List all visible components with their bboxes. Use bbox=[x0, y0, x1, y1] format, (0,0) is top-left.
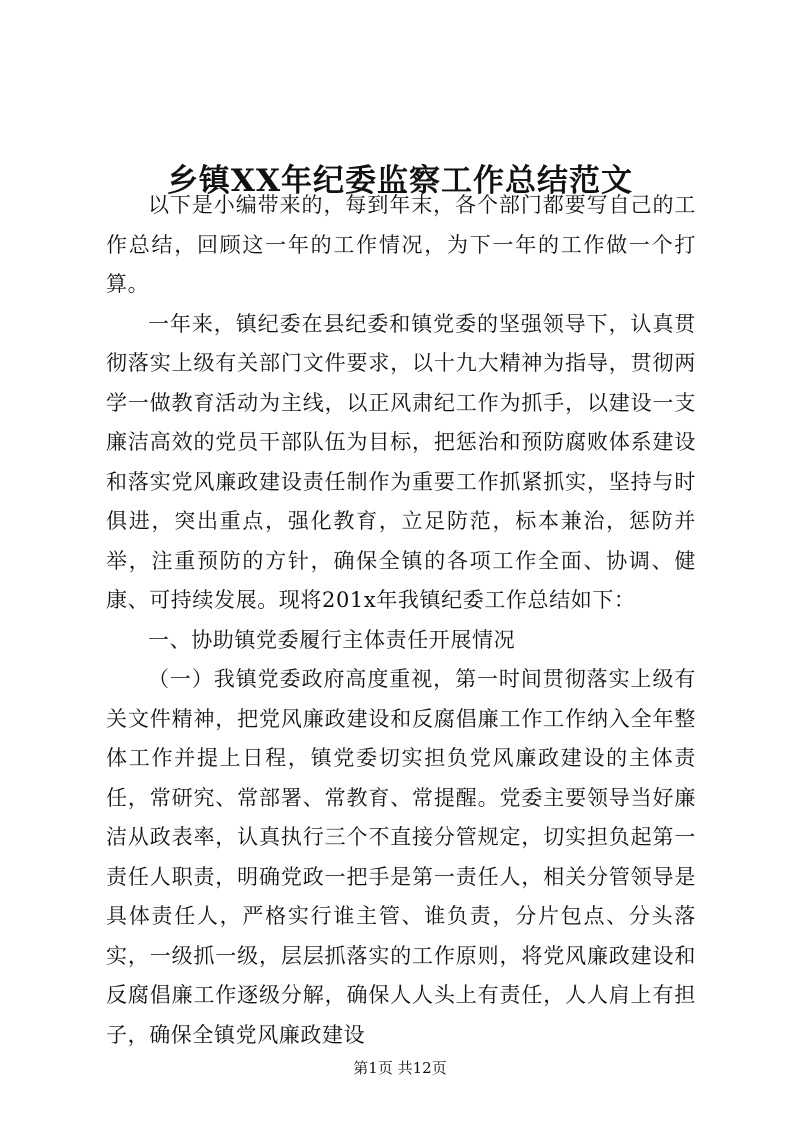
paragraph-overview: 一年来，镇纪委在县纪委和镇党委的坚强领导下，认真贯彻落实上级有关部门文件要求，以十九大精神为指导，贯彻两学一做教育活动为主线，以正风肃纪工作为抓手，以建设一支廉洁高效的党员干部队伍为目标，把惩治和预防腐败体系建设和落实党风廉政建设责任制作为重要工作抓紧抓实，坚持与时俱进，突出重点，强化教育，立足防范，标本兼治，惩防并举，注重预防的方针，确保全镇的各项工作全面、协调、健康、可持续发展。现将201x年我镇纪委工作总结如下： bbox=[106, 311, 696, 612]
page-footer: 第1页 共12页 bbox=[353, 1059, 447, 1077]
paragraph-subsection-1: （一）我镇党委政府高度重视，第一时间贯彻落实上级有关文件精神，把党风廉政建设和反腐倡廉工作工作纳入全年整体工作并提上日程，镇党委切实担负党风廉政建设的主体责任，常研究、常部署、常教育、常提醒。党委主要领导当好廉洁从政表率，认真执行三个不直接分管规定，切实担负起第一责任人职责，明确党政一把手是第一责任人，相关分管领导是具体责任人，严格实行谁主管、谁负责，分片包点、分头落实，一级抓一级，层层抓落实的工作原则，将党风廉政建设和反腐倡廉工作逐级分解，确保人人头上有责任，人人肩上有担子，确保全镇党风廉政建设 bbox=[106, 667, 696, 1047]
paragraph-intro: 以下是小编带来的，每到年末，各个部门都要写自己的工作总结，回顾这一年的工作情况，为下一年的工作做一个打算。 bbox=[106, 193, 696, 296]
document-title: 乡镇XX年纪委监察工作总结范文 bbox=[166, 162, 634, 199]
document-body bbox=[106, 186, 696, 1055]
section-heading-1: 一、协助镇党委履行主体责任开展情况 bbox=[148, 627, 516, 652]
